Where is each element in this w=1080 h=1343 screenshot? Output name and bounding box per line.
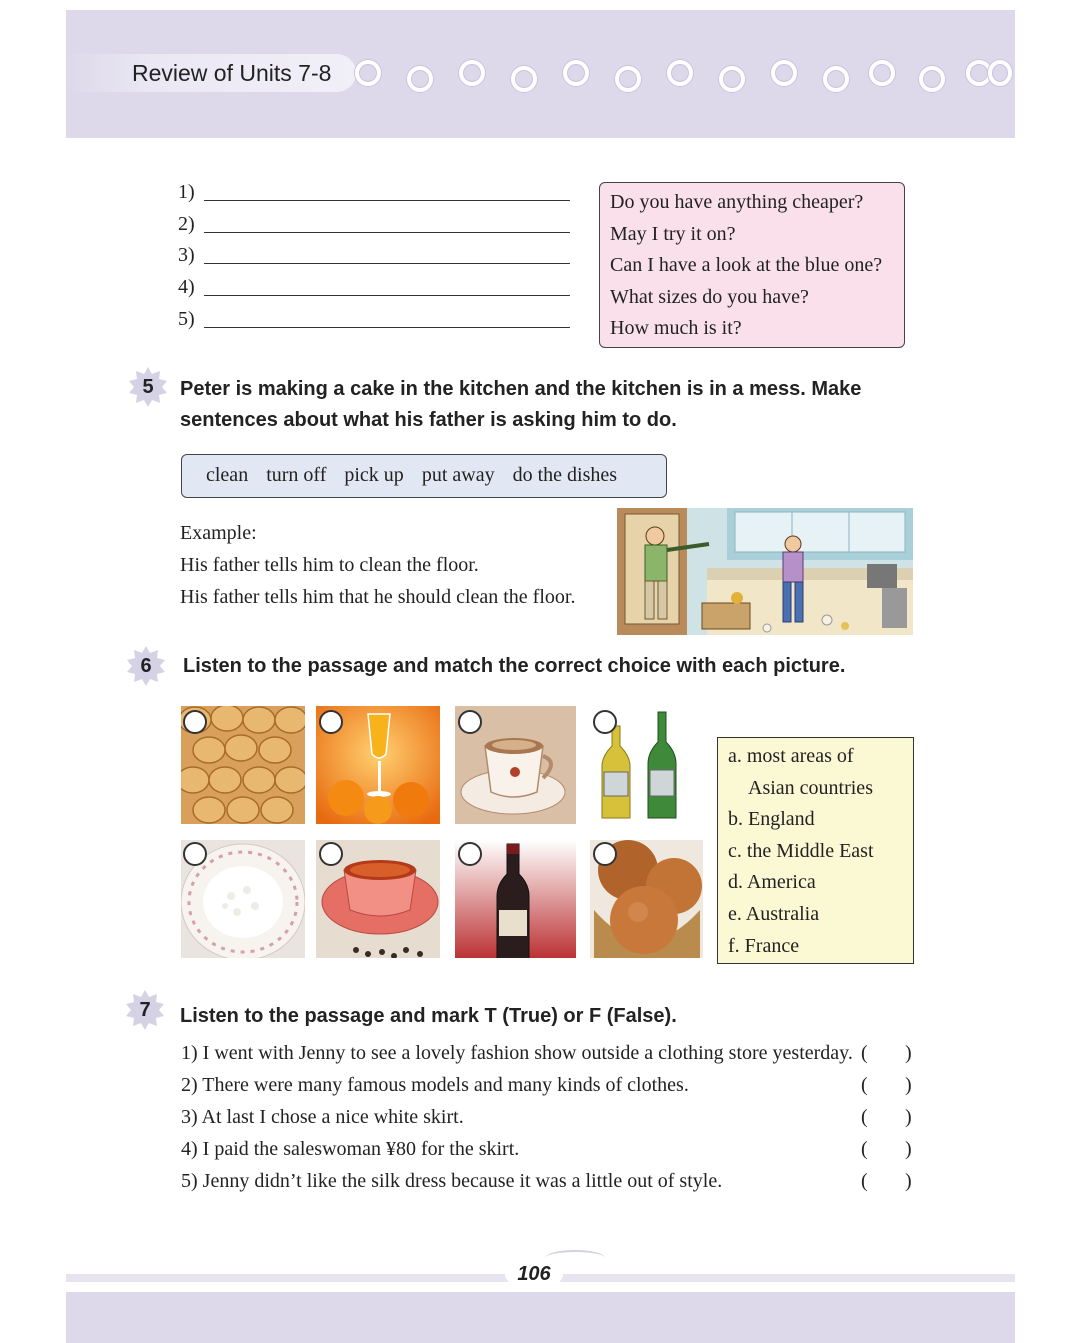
word-bank-item: turn off <box>266 464 327 486</box>
example-line: His father tells him that he should clean the floor. <box>180 586 576 608</box>
ring-icon <box>771 60 797 86</box>
answer-circle[interactable] <box>183 710 207 734</box>
phrase: What sizes do you have? <box>610 285 809 308</box>
ring-icon <box>919 66 945 92</box>
statement: 5) Jenny didn’t like the silk dress because it was a little out of style. <box>181 1170 723 1192</box>
choice-item: e. Australia <box>728 902 820 925</box>
ring-icon <box>615 66 641 92</box>
ring-icon <box>988 60 1012 86</box>
page-number: 106 <box>505 1258 563 1290</box>
ring-icon <box>407 66 433 92</box>
ring-icon <box>459 60 485 86</box>
section6-instruction: Listen to the passage and match the correct choice with each picture. <box>183 655 846 677</box>
word-bank-item: pick up <box>344 464 404 486</box>
section-badge: 7 <box>125 990 165 1030</box>
answer-circle[interactable] <box>593 842 617 866</box>
section-badge: 5 <box>128 367 168 407</box>
phrase: Can I have a look at the blue one? <box>610 254 883 276</box>
choice-item: f. France <box>728 934 800 957</box>
ring-icon <box>511 66 537 92</box>
ring-icon <box>823 66 849 92</box>
kitchen-illustration <box>617 508 913 635</box>
phrase: May I try it on? <box>610 222 736 245</box>
phrase: How much is it? <box>610 317 742 339</box>
statement: 4) I paid the saleswoman ¥80 for the skirt. <box>181 1138 520 1160</box>
ring-icon <box>563 60 589 86</box>
choice-item: b. England <box>728 808 815 831</box>
answer-circle[interactable] <box>593 710 617 734</box>
section5-instruction: Peter is making a cake in the kitchen and the kitchen is in a mess. Make sentences about what his father is asking him to do. <box>180 378 862 431</box>
ring-icon <box>869 60 895 86</box>
answer-circle[interactable] <box>183 842 207 866</box>
example-line: His father tells him to clean the floor. <box>180 554 479 576</box>
section7-instruction: Listen to the passage and mark T (True) or F (False). <box>180 1005 677 1027</box>
statement: 2) There were many famous models and many kinds of clothes. <box>181 1074 689 1096</box>
ring-icon <box>719 66 745 92</box>
footer-band <box>66 1292 1015 1343</box>
example-label: Example: <box>180 522 257 544</box>
choice-item: Asian countries <box>748 776 873 799</box>
word-bank-item: put away <box>421 464 495 486</box>
ring-icon <box>667 60 693 86</box>
choice-item: c. the Middle East <box>728 839 874 862</box>
choice-item: d. America <box>728 871 816 894</box>
section-badge: 6 <box>126 646 166 686</box>
phrase: Do you have anything cheaper? <box>610 191 864 213</box>
phrase-box <box>599 182 905 348</box>
ring-icon <box>355 60 381 86</box>
statement: 3) At last I chose a nice white skirt. <box>181 1106 464 1128</box>
choice-item: a. most areas of <box>728 745 854 767</box>
page-title: Review of Units 7-8 <box>66 54 356 92</box>
answer-circle[interactable] <box>319 842 343 866</box>
answer-circle[interactable] <box>319 710 343 734</box>
word-bank-item: do the dishes <box>512 464 618 486</box>
choices-box <box>717 737 914 964</box>
statement: 1) I went with Jenny to see a lovely fashion show outside a clothing store yesterday. <box>181 1042 853 1064</box>
word-bank-item: clean <box>206 464 249 486</box>
answer-circle[interactable] <box>458 710 482 734</box>
answer-circle[interactable] <box>458 842 482 866</box>
word-bank <box>181 454 667 498</box>
